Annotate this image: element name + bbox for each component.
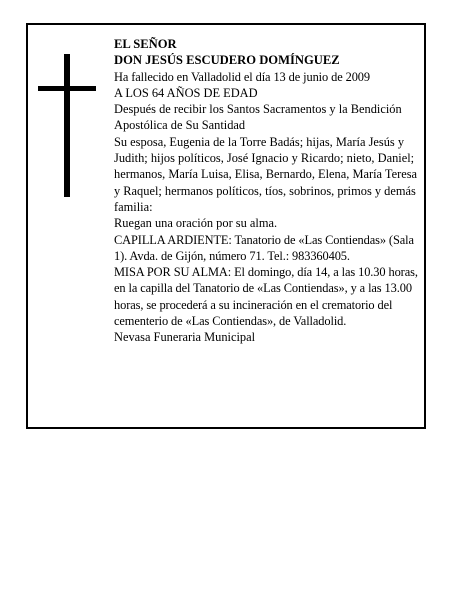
obituary-text xyxy=(114,36,420,346)
sacraments-note: Después de recibir los Santos Sacramentos y la Bendición Apostólica de Su Santidad xyxy=(114,102,402,133)
death-date: Ha fallecido en Valladolid el día 13 de junio de 2009 xyxy=(114,69,370,84)
funeral-home: Nevasa Funeraria Municipal xyxy=(114,330,256,345)
cross-icon xyxy=(64,54,70,197)
age-at-death: A LOS 64 AÑOS DE EDAD xyxy=(114,85,258,100)
chapel-info: CAPILLA ARDIENTE: Tanatorio de «Las Contiendas» (Sala 1). Avda. de Gijón, número 71. Tel.: 983360405. xyxy=(114,232,414,263)
deceased-title: EL SEÑOR xyxy=(114,37,177,51)
family-list: Su esposa, Eugenia de la Torre Badás; hijas, María Jesús y Judith; hijos políticos, José Ignacio y Ricardo; nieto, Daniel; hermanos, María Luisa, Elisa, Bernardo, Elena, María Teresa y Raquel; hermanos políticos, tíos, sobrinos, primos y demás familia: xyxy=(114,134,418,214)
mass-info: MISA POR SU ALMA: El domingo, día 14, a las 10.30 horas, en la capilla del Tanatorio de «Las Contiendas», y a las 13.00 horas, se procederá a su incineración en el crematorio del cementerio de «Las Contiendas», de Valladolid. xyxy=(114,265,418,329)
prayer-request: Ruegan una oración por su alma. xyxy=(114,216,278,231)
deceased-name: DON JESÚS ESCUDERO DOMÍNGUEZ xyxy=(114,53,340,68)
cross-icon-crossbar xyxy=(38,86,96,91)
